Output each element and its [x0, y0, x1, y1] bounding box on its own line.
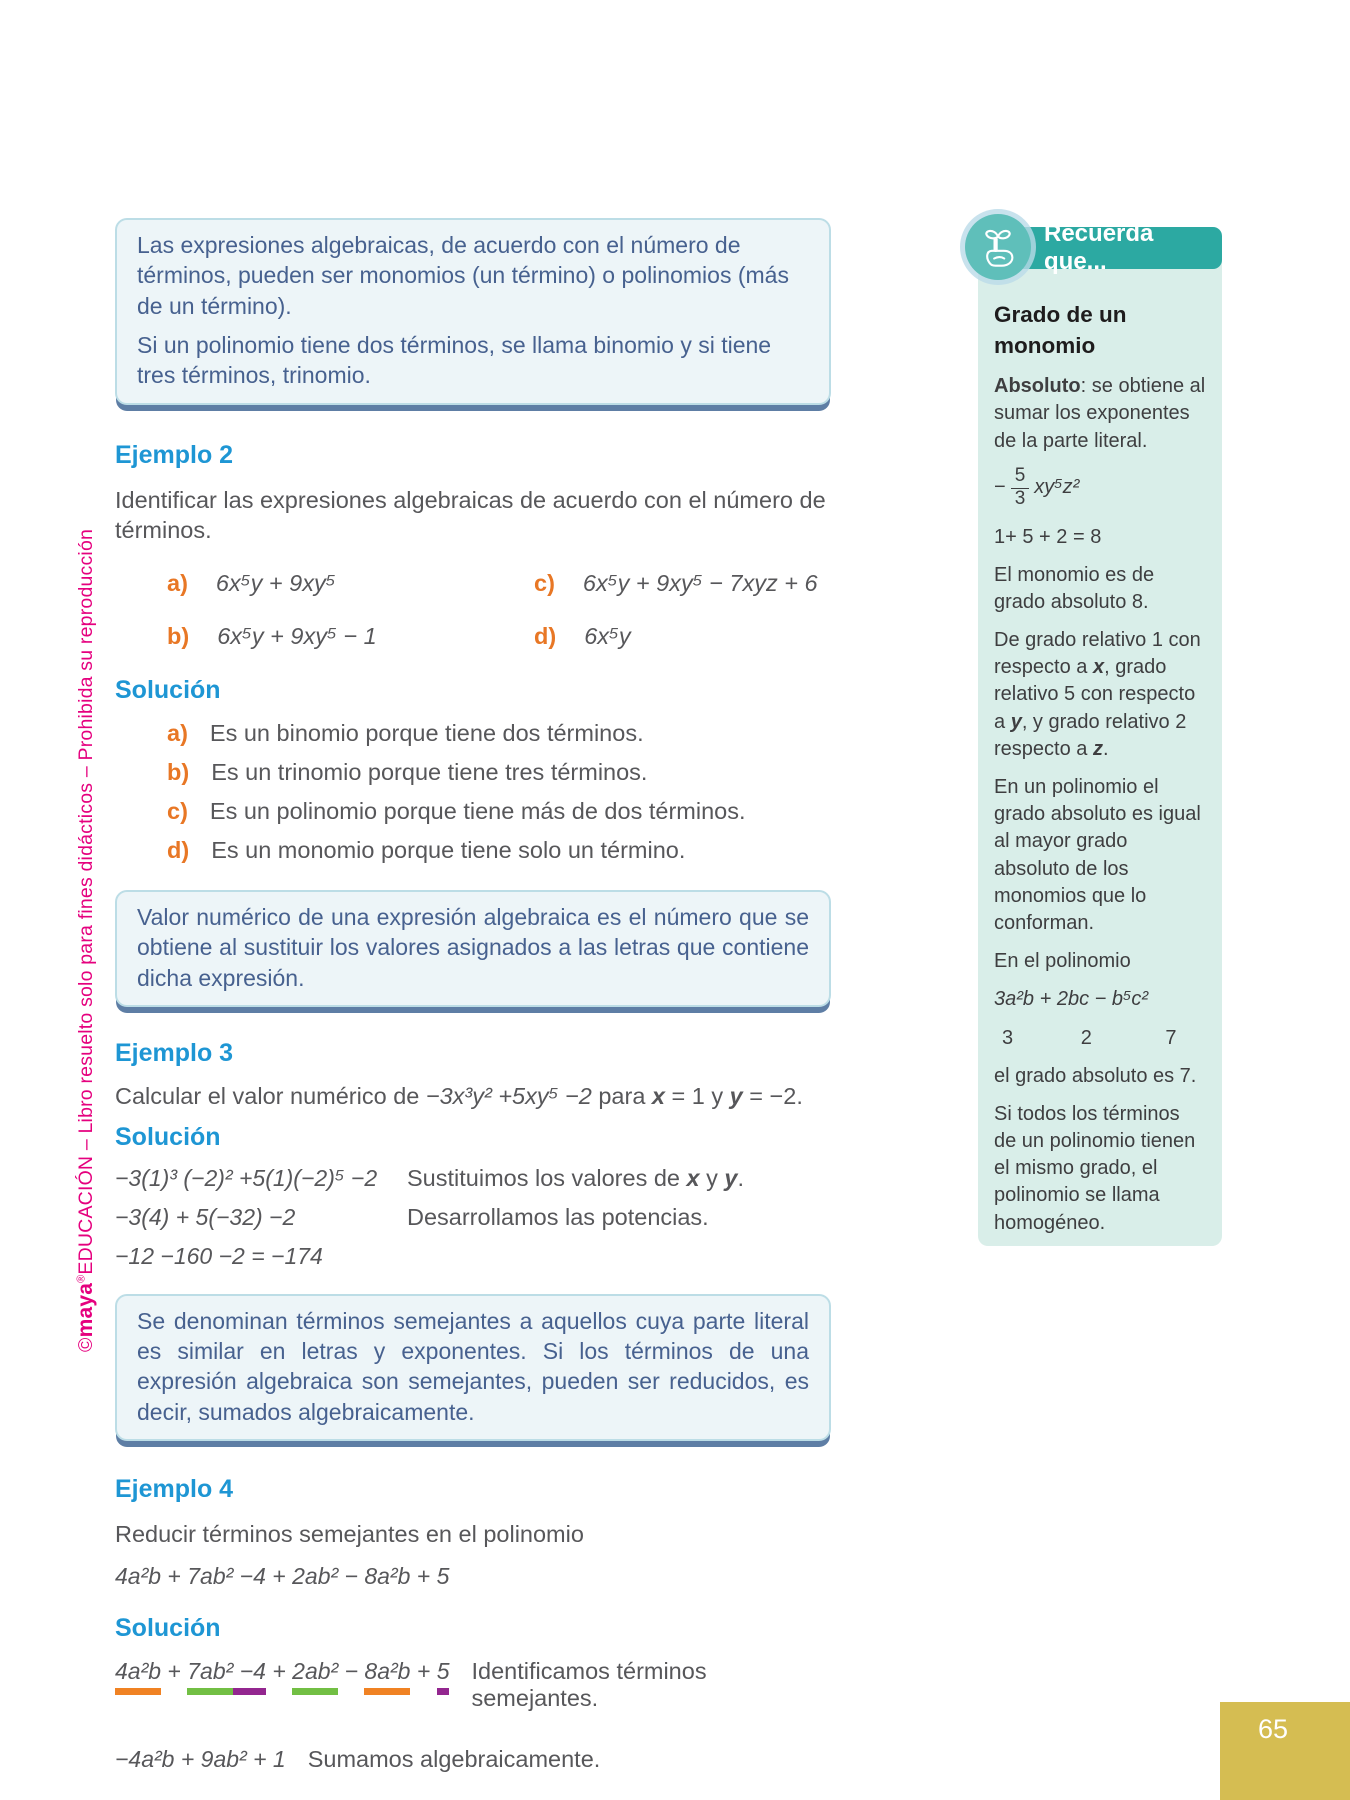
intro-text: Calcular el valor numérico de [115, 1082, 426, 1109]
relative-text: , y grado relativo 2 respecto a [994, 710, 1187, 760]
copyright-rest: EDUCACIÓN – Libro resuelto solo para fines didácticos – Prohibida su reproducción [75, 528, 97, 1275]
example-2-items [167, 570, 831, 650]
intro-text: = −2. [742, 1082, 803, 1109]
note-text: Sustituimos los valores de [407, 1164, 687, 1191]
example-4-intro: Reducir términos semejantes en el polinomio [115, 1520, 584, 1547]
item-letter: a) [167, 569, 188, 596]
list-item [167, 798, 831, 825]
example-3-steps [115, 1165, 831, 1270]
item-letter: d) [534, 622, 557, 649]
example-2-intro: Identificar las expresiones algebraicas de acuerdo con el número de términos. [115, 486, 826, 544]
list-item [167, 837, 831, 864]
definition-text: Se denominan términos semejantes a aquellos cuya parte literal es similar en letras y exponentes. Si los términos de una expresión algebraica son semejantes, pueden ser reducidos, es decir, sumados algebraicamente. [137, 1307, 809, 1425]
solution-step [115, 1165, 831, 1192]
term-constant: 5 [437, 1658, 450, 1695]
note-text: . [737, 1164, 745, 1191]
list-item [167, 759, 831, 786]
term-a2b: 8a²b [364, 1658, 410, 1695]
absolute-text: : se obtiene al sumar los exponentes de la parte literal. [994, 375, 1206, 452]
example-4-solution-heading: Solución [115, 1613, 221, 1642]
example-4-heading: Ejemplo 4 [115, 1474, 234, 1503]
math-expression: 6x⁵y + 9xy⁵ − 1 [217, 622, 377, 649]
reduction-result [115, 1746, 831, 1773]
variable-x: x [651, 1082, 665, 1109]
sidebar-paragraph [994, 373, 1207, 455]
variable-z: z [1092, 737, 1103, 760]
example-3-heading: Ejemplo 3 [115, 1038, 234, 1067]
example-2-solution-heading: Solución [115, 675, 221, 704]
example-2-heading: Ejemplo 2 [115, 440, 234, 469]
math-expression: −4a²b + 9ab² + 1 [115, 1745, 286, 1772]
intro-text: = 1 y [665, 1082, 730, 1109]
page-number: 65 [1258, 1714, 1289, 1744]
math-expression: 6x⁵y + 9xy⁵ − 7xyz + 6 [582, 569, 818, 596]
fraction [1011, 466, 1030, 510]
answer-text: Es un polinomio porque tiene más de dos términos. [209, 797, 746, 824]
list-item [167, 570, 534, 597]
example-3-solution-heading: Solución [115, 1122, 221, 1151]
answer-text: Es un trinomio porque tiene tres términos. [211, 758, 648, 785]
like-terms-identification [115, 1658, 831, 1712]
minus-sign: − [994, 476, 1006, 499]
item-letter: b) [167, 622, 190, 649]
math-expression: −3(4) + 5(−32) −2 [115, 1203, 296, 1230]
sidebar-paragraph: el grado absoluto es 7. [994, 1064, 1197, 1087]
polynomial-expression: 3a²b + 2bc − b⁵c² [994, 988, 1149, 1011]
solution-step [115, 1204, 831, 1231]
publisher-brand: maya [74, 1282, 97, 1338]
step-note: Identificamos términos semejantes. [471, 1657, 707, 1711]
variable-x: x [1092, 656, 1105, 679]
term-degrees-row [994, 1025, 1207, 1052]
answer-text: Es un binomio porque tiene dos términos. [209, 719, 644, 746]
page-number-square [1220, 1702, 1350, 1800]
reminder-hand-icon [965, 214, 1031, 280]
relative-text: . [1102, 737, 1109, 760]
monomial-fraction-expression [994, 466, 1207, 510]
operator: − [338, 1657, 365, 1684]
item-letter: c) [534, 569, 555, 596]
item-letter: b) [167, 758, 190, 785]
definition-box-like-terms [115, 1294, 831, 1441]
degree-value: 7 [1165, 1026, 1177, 1049]
list-item [167, 623, 534, 650]
absolute-label: Absoluto [994, 375, 1081, 398]
sidebar-heading: Grado de un monomio [994, 302, 1127, 358]
highlighted-polynomial [115, 1658, 449, 1685]
definition-text: Las expresiones algebraicas, de acuerdo con el número de términos, pueden ser monomios (un término) o polinomios (más de un término). [137, 232, 789, 319]
degree-value: 3 [1002, 1026, 1014, 1049]
degree-value: 2 [1080, 1026, 1092, 1049]
term-ab2: 7ab² [187, 1658, 233, 1695]
copyright-symbol: © [75, 1337, 97, 1352]
sidebar-reminder-panel [978, 250, 1222, 1246]
variable-y: y [729, 1082, 743, 1109]
polynomial-expression: 4a²b + 7ab² −4 + 2ab² − 8a²b + 5 [115, 1562, 450, 1589]
sidebar-paragraph: El monomio es de grado absoluto 8. [994, 563, 1155, 613]
note-text: y [699, 1164, 725, 1191]
term-ab2: 2ab² [292, 1658, 338, 1695]
list-item [534, 623, 831, 650]
math-expression: −12 −160 −2 = −174 [115, 1242, 323, 1269]
definition-box-terms-count [115, 218, 831, 405]
copyright-vertical-text [74, 529, 98, 1352]
sidebar-paragraph: En un polinomio el grado absoluto es igual al mayor grado absoluto de los monomios que lo conforman. [994, 776, 1201, 934]
term-constant: −4 [233, 1658, 266, 1695]
sidebar-paragraph: En el polinomio [994, 950, 1131, 973]
example-2-answers [167, 720, 831, 864]
example-3-intro [115, 1081, 831, 1112]
definition-text: Valor numérico de una expresión algebraica es el número que se obtiene al sustituir los valores asignados a las letras que contiene dicha expresión. [137, 903, 809, 991]
item-letter: a) [167, 719, 188, 746]
item-letter: c) [167, 797, 188, 824]
variable-x: x [686, 1164, 700, 1191]
sidebar-paragraph [994, 627, 1207, 763]
operator: + [410, 1657, 437, 1684]
sidebar-header-band [1000, 220, 1222, 275]
item-letter: d) [167, 836, 190, 863]
sidebar-header-title: Recuerda que... [1044, 220, 1154, 275]
main-content-column [115, 218, 831, 1773]
math-expression: −3(1)³ (−2)² +5(1)(−2)⁵ −2 [115, 1164, 378, 1191]
step-note: Desarrollamos las potencias. [407, 1203, 709, 1230]
operator: + [161, 1657, 188, 1684]
step-note [407, 1165, 744, 1192]
math-expression: 6x⁵y + 9xy⁵ [215, 569, 336, 596]
fraction-denominator: 3 [1014, 487, 1026, 509]
variable-y: y [1010, 710, 1022, 733]
fraction-numerator: 5 [1011, 466, 1030, 489]
term-a2b: 4a²b [115, 1658, 161, 1695]
step-note: Sumamos algebraicamente. [307, 1745, 601, 1772]
intro-text: para [591, 1082, 652, 1109]
math-expression: −3x³y² +5xy⁵ −2 [425, 1082, 592, 1109]
exponent-sum-line: 1+ 5 + 2 = 8 [994, 525, 1102, 548]
literal-part: xy⁵z² [1034, 476, 1080, 499]
definition-box-numeric-value [115, 890, 831, 1007]
relative-text: De grado relativo 1 con respecto a [994, 629, 1201, 679]
relative-text: , grado relativo 5 con respecto a [994, 656, 1196, 733]
definition-text: Si un polinomio tiene dos términos, se llama binomio y si tiene tres términos, trinomio. [137, 332, 772, 389]
answer-text: Es un monomio porque tiene solo un término. [211, 836, 686, 863]
sidebar-paragraph: Si todos los términos de un polinomio tienen el mismo grado, el polinomio se llama homogéneo. [994, 1102, 1196, 1234]
variable-y: y [724, 1164, 738, 1191]
registered-mark: ® [75, 1274, 88, 1283]
math-expression: 6x⁵y [584, 622, 631, 649]
list-item [534, 570, 831, 597]
list-item [167, 720, 831, 747]
solution-step [115, 1243, 831, 1270]
operator: + [265, 1657, 293, 1684]
